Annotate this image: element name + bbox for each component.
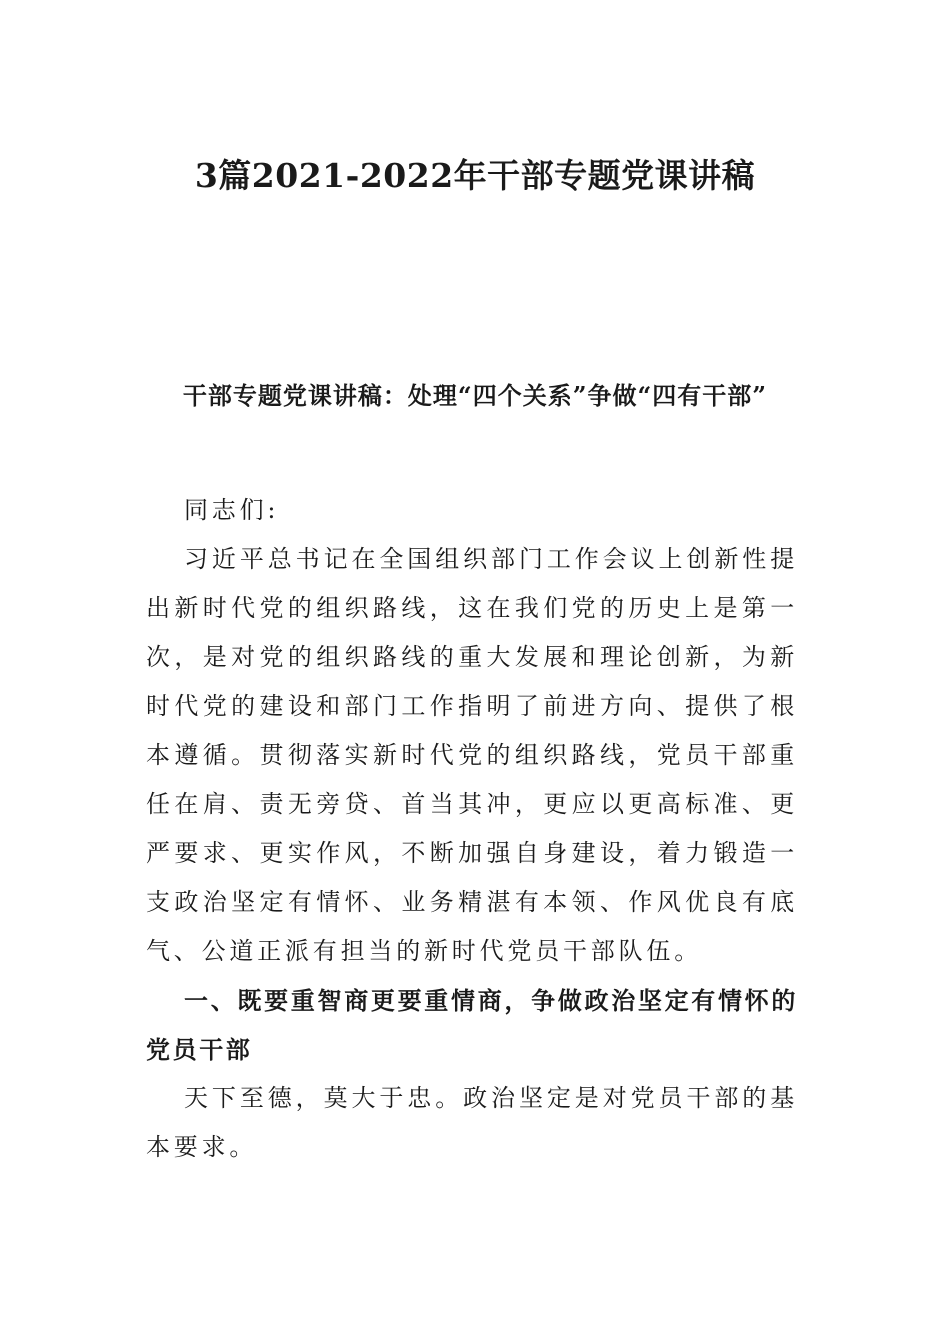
section-heading: 一、既要重智商更要重情商，争做政治坚定有情怀的党员干部 (146, 986, 798, 1064)
salutation: 同志们: (184, 496, 280, 524)
section-title: 干部专题党课讲稿：处理“四个关系”争做“四有干部” (182, 381, 768, 410)
document-body (146, 486, 798, 1172)
document-title: 3篇2021-2022年干部专题党课讲稿 (194, 156, 756, 195)
paragraph: 天下至德，莫大于忠。政治坚定是对党员干部的基本要求。 (146, 1084, 798, 1161)
paragraph: 习近平总书记在全国组织部门工作会议上创新性提出新时代党的组织路线，这在我们党的历史上是第一次，是对党的组织路线的重大发展和理论创新，为新时代党的建设和部门工作指明了前进方向、提供了根本遵循。贯彻落实新时代党的组织路线，党员干部重任在肩、责无旁贷、首当其冲，更应以更高标准、更严要求、更实作风，不断加强自身建设，着力锻造一支政治坚定有情怀、业务精湛有本领、作风优良有底气、公道正派有担当的新时代党员干部队伍。 (146, 545, 798, 965)
